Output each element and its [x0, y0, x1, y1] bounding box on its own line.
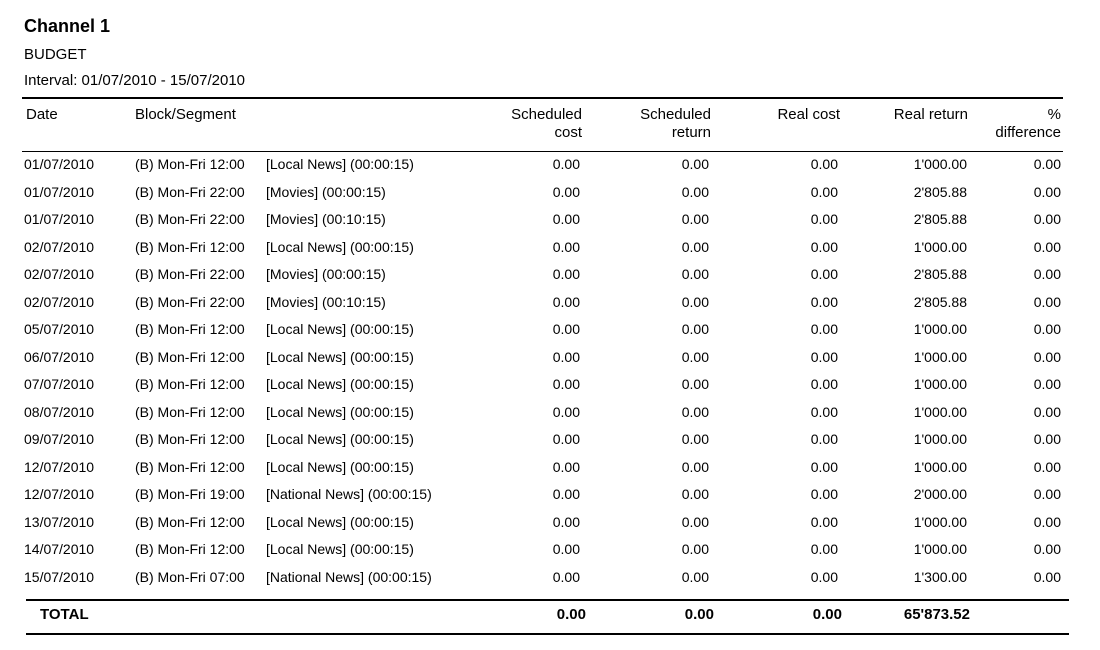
row-pct-difference: 0.00 [1033, 183, 1061, 200]
row-date: 07/07/2010 [24, 376, 95, 392]
row-segment: [Movies] (00:10:15) [266, 293, 386, 310]
row-block: (B) Mon-Fri 12:00 [135, 348, 245, 365]
row-scheduled-return: 0.00 [681, 156, 709, 172]
row-scheduled-return: 0.00 [681, 211, 709, 227]
row-date: 02/07/2010 [24, 238, 95, 255]
row-scheduled-cost: 0.00 [552, 238, 580, 255]
row-segment: [Local News] (00:00:15) [266, 403, 414, 420]
row-scheduled-cost: 0.00 [552, 458, 580, 475]
row-real-cost: 0.00 [810, 211, 838, 227]
table-row [0, 567, 1100, 595]
row-scheduled-return: 0.00 [681, 541, 709, 557]
row-date: 02/07/2010 [24, 293, 95, 310]
row-scheduled-return: 0.00 [681, 321, 709, 337]
row-segment: [Local News] (00:00:15) [266, 376, 414, 392]
row-pct-difference: 0.00 [1033, 458, 1061, 475]
row-real-cost: 0.00 [810, 458, 838, 475]
row-real-return: 2'805.88 [913, 211, 967, 227]
row-real-return: 1'000.00 [913, 376, 967, 392]
row-scheduled-return: 0.00 [681, 376, 709, 392]
table-row [0, 154, 1100, 182]
row-real-cost: 0.00 [810, 156, 838, 172]
row-block: (B) Mon-Fri 22:00 [135, 211, 245, 227]
row-date: 09/07/2010 [24, 431, 95, 447]
row-date: 08/07/2010 [24, 403, 95, 420]
header-bottom-rule [22, 151, 1063, 152]
row-scheduled-return: 0.00 [681, 238, 709, 255]
row-segment: [Local News] (00:00:15) [266, 458, 414, 475]
total-real-cost: 0.00 [812, 606, 842, 623]
header-block-segment: Block/Segment [135, 106, 236, 123]
header-real-return: Real return [893, 106, 968, 123]
row-real-return: 1'000.00 [913, 321, 967, 337]
row-date: 12/07/2010 [24, 486, 95, 502]
header-pct-difference-line2: difference [995, 124, 1061, 141]
row-scheduled-cost: 0.00 [552, 403, 580, 420]
row-scheduled-return: 0.00 [681, 293, 709, 310]
table-row [0, 347, 1100, 375]
header-scheduled-cost-line1: Scheduled [511, 106, 582, 123]
table-row [0, 429, 1100, 457]
row-scheduled-cost: 0.00 [552, 348, 580, 365]
row-real-return: 1'000.00 [913, 156, 967, 172]
row-scheduled-cost: 0.00 [552, 321, 580, 337]
report-interval: Interval: 01/07/2010 - 15/07/2010 [24, 72, 246, 89]
header-scheduled-cost-line2: cost [554, 124, 582, 141]
row-block: (B) Mon-Fri 12:00 [135, 376, 245, 392]
header-pct-difference [995, 106, 1061, 142]
total-bottom-rule [26, 633, 1069, 635]
row-scheduled-return: 0.00 [681, 458, 709, 475]
row-scheduled-return: 0.00 [681, 568, 709, 585]
row-real-cost: 0.00 [810, 486, 838, 502]
row-real-return: 1'000.00 [913, 458, 967, 475]
row-block: (B) Mon-Fri 12:00 [135, 541, 245, 557]
total-real-return: 65'873.52 [903, 606, 970, 623]
row-real-return: 1'000.00 [913, 403, 967, 420]
row-scheduled-return: 0.00 [681, 431, 709, 447]
row-block: (B) Mon-Fri 12:00 [135, 238, 245, 255]
row-pct-difference: 0.00 [1033, 293, 1061, 310]
row-date: 15/07/2010 [24, 568, 95, 585]
total-scheduled-return: 0.00 [684, 606, 714, 623]
row-block: (B) Mon-Fri 12:00 [135, 458, 245, 475]
row-real-cost: 0.00 [810, 431, 838, 447]
row-scheduled-cost: 0.00 [552, 376, 580, 392]
row-pct-difference: 0.00 [1033, 431, 1061, 447]
row-segment: [Local News] (00:00:15) [266, 541, 414, 557]
row-real-return: 2'000.00 [913, 486, 967, 502]
row-block: (B) Mon-Fri 12:00 [135, 431, 245, 447]
header-date: Date [26, 106, 58, 123]
row-real-return: 1'300.00 [913, 568, 967, 585]
row-scheduled-cost: 0.00 [552, 486, 580, 502]
row-real-cost: 0.00 [810, 376, 838, 392]
row-real-return: 1'000.00 [913, 431, 967, 447]
row-block: (B) Mon-Fri 19:00 [135, 486, 245, 502]
table-row [0, 402, 1100, 430]
row-segment: [Local News] (00:00:15) [266, 431, 414, 447]
row-pct-difference: 0.00 [1033, 266, 1061, 282]
total-label: TOTAL [40, 606, 89, 623]
report-subtitle: BUDGET [24, 46, 87, 63]
row-pct-difference: 0.00 [1033, 541, 1061, 557]
row-scheduled-cost: 0.00 [552, 431, 580, 447]
row-segment: [Local News] (00:00:15) [266, 156, 414, 172]
row-segment: [Movies] (00:10:15) [266, 211, 386, 227]
row-pct-difference: 0.00 [1033, 238, 1061, 255]
row-date: 14/07/2010 [24, 541, 95, 557]
row-date: 06/07/2010 [24, 348, 95, 365]
row-date: 13/07/2010 [24, 513, 95, 530]
row-segment: [Local News] (00:00:15) [266, 238, 414, 255]
total-top-rule [26, 599, 1069, 601]
table-row [0, 374, 1100, 402]
header-scheduled-return-line2: return [671, 124, 711, 141]
row-scheduled-cost: 0.00 [552, 183, 580, 200]
row-scheduled-cost: 0.00 [552, 513, 580, 530]
row-real-return: 2'805.88 [913, 293, 967, 310]
table-row [0, 209, 1100, 237]
row-real-cost: 0.00 [810, 183, 838, 200]
table-row [0, 182, 1100, 210]
row-pct-difference: 0.00 [1033, 348, 1061, 365]
header-scheduled-return-line1: Scheduled [640, 106, 711, 123]
table-row [0, 319, 1100, 347]
row-scheduled-return: 0.00 [681, 348, 709, 365]
total-scheduled-cost: 0.00 [556, 606, 586, 623]
row-segment: [Local News] (00:00:15) [266, 513, 414, 530]
row-real-cost: 0.00 [810, 568, 838, 585]
row-block: (B) Mon-Fri 12:00 [135, 403, 245, 420]
row-date: 12/07/2010 [24, 458, 95, 475]
header-real-cost: Real cost [777, 106, 840, 123]
row-real-cost: 0.00 [810, 348, 838, 365]
header-top-rule [22, 97, 1063, 99]
row-scheduled-return: 0.00 [681, 183, 709, 200]
row-pct-difference: 0.00 [1033, 403, 1061, 420]
header-scheduled-return [640, 106, 711, 142]
table-row [0, 237, 1100, 265]
row-scheduled-cost: 0.00 [552, 156, 580, 172]
row-block: (B) Mon-Fri 12:00 [135, 513, 245, 530]
row-pct-difference: 0.00 [1033, 211, 1061, 227]
row-real-return: 1'000.00 [913, 348, 967, 365]
row-scheduled-cost: 0.00 [552, 211, 580, 227]
header-pct-difference-line1: % [1047, 106, 1061, 123]
row-real-cost: 0.00 [810, 403, 838, 420]
table-row [0, 292, 1100, 320]
row-date: 05/07/2010 [24, 321, 95, 337]
row-real-return: 1'000.00 [913, 513, 967, 530]
row-real-cost: 0.00 [810, 293, 838, 310]
row-date: 01/07/2010 [24, 183, 95, 200]
row-segment: [Local News] (00:00:15) [266, 348, 414, 365]
row-real-return: 2'805.88 [913, 183, 967, 200]
header-scheduled-cost [511, 106, 582, 142]
row-scheduled-cost: 0.00 [552, 293, 580, 310]
row-scheduled-cost: 0.00 [552, 541, 580, 557]
row-segment: [Movies] (00:00:15) [266, 266, 386, 282]
table-body [0, 154, 1100, 594]
row-real-cost: 0.00 [810, 513, 838, 530]
row-scheduled-cost: 0.00 [552, 568, 580, 585]
row-segment: [National News] (00:00:15) [266, 486, 432, 502]
row-scheduled-return: 0.00 [681, 403, 709, 420]
row-pct-difference: 0.00 [1033, 486, 1061, 502]
table-row [0, 484, 1100, 512]
table-row [0, 539, 1100, 567]
row-block: (B) Mon-Fri 07:00 [135, 568, 245, 585]
row-date: 02/07/2010 [24, 266, 95, 282]
row-block: (B) Mon-Fri 22:00 [135, 266, 245, 282]
row-block: (B) Mon-Fri 12:00 [135, 156, 245, 172]
row-pct-difference: 0.00 [1033, 568, 1061, 585]
row-segment: [Movies] (00:00:15) [266, 183, 386, 200]
row-scheduled-return: 0.00 [681, 266, 709, 282]
row-scheduled-return: 0.00 [681, 486, 709, 502]
row-block: (B) Mon-Fri 22:00 [135, 293, 245, 310]
row-real-return: 2'805.88 [913, 266, 967, 282]
row-real-cost: 0.00 [810, 238, 838, 255]
row-real-return: 1'000.00 [913, 541, 967, 557]
table-row [0, 457, 1100, 485]
report-title: Channel 1 [24, 16, 111, 36]
row-pct-difference: 0.00 [1033, 376, 1061, 392]
row-block: (B) Mon-Fri 22:00 [135, 183, 245, 200]
row-real-return: 1'000.00 [913, 238, 967, 255]
row-pct-difference: 0.00 [1033, 156, 1061, 172]
row-real-cost: 0.00 [810, 266, 838, 282]
row-scheduled-cost: 0.00 [552, 266, 580, 282]
row-real-cost: 0.00 [810, 541, 838, 557]
row-real-cost: 0.00 [810, 321, 838, 337]
row-pct-difference: 0.00 [1033, 513, 1061, 530]
table-row [0, 264, 1100, 292]
row-pct-difference: 0.00 [1033, 321, 1061, 337]
row-scheduled-return: 0.00 [681, 513, 709, 530]
row-date: 01/07/2010 [24, 156, 95, 172]
row-date: 01/07/2010 [24, 211, 95, 227]
row-segment: [Local News] (00:00:15) [266, 321, 414, 337]
table-row [0, 512, 1100, 540]
row-segment: [National News] (00:00:15) [266, 568, 432, 585]
row-block: (B) Mon-Fri 12:00 [135, 321, 245, 337]
